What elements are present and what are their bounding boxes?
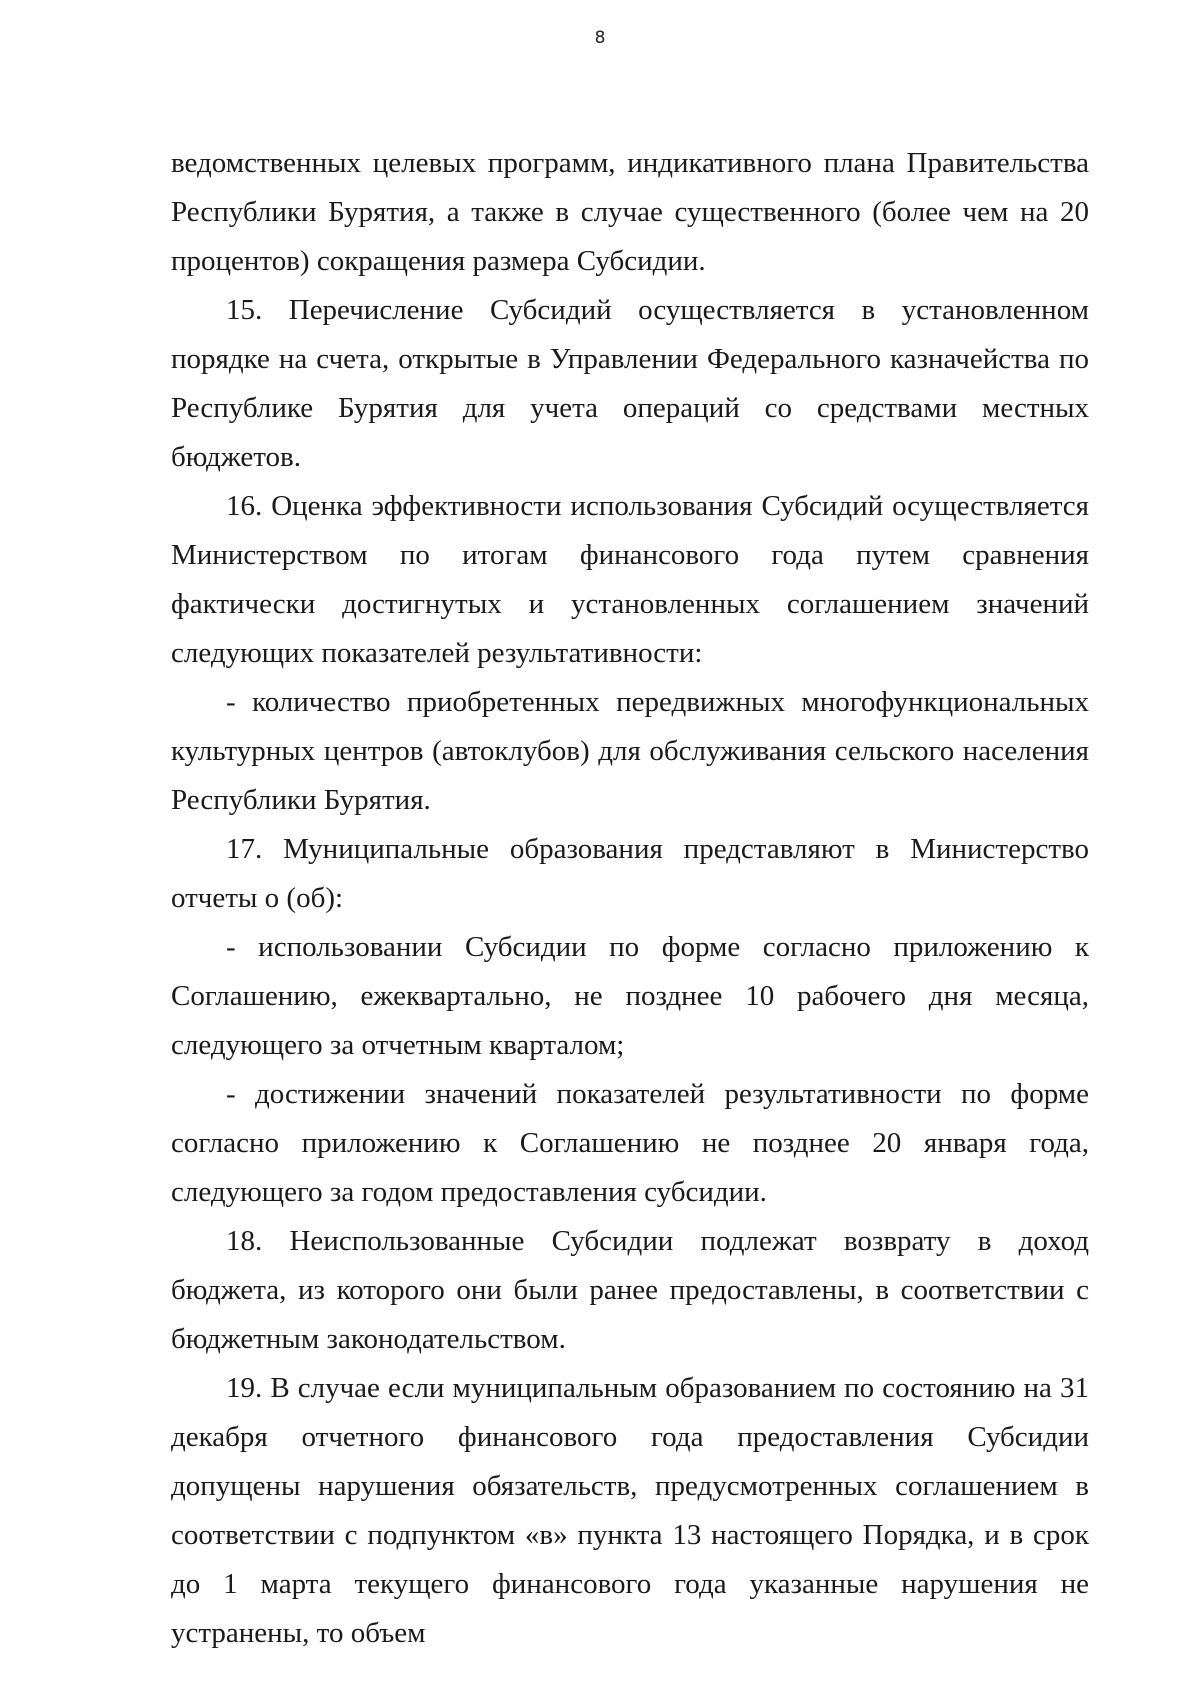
paragraph-item-17: 17. Муниципальные образования представляют в Министерство отчеты о (об): xyxy=(171,833,1089,914)
page-number: 8 xyxy=(594,28,606,48)
paragraph-item-17-report-usage: - использовании Субсидии по форме согласно приложению к Соглашению, ежеквартально, не позднее 10 рабочего дня месяца, следующего за отчетным кварталом; xyxy=(171,931,1089,1061)
paragraph-item-19: 19. В случае если муниципальным образованием по состоянию на 31 декабря отчетного финансового года предоставления Субсидии допущены нарушения обязательств, предусмотренных соглашением в соответствии с подпунктом «в» пункта 13 настоящего Порядка, и в срок до 1 марта текущего финансового года указанные нарушения не устранены, то объем xyxy=(171,1372,1089,1649)
paragraph-item-18: 18. Неиспользованные Субсидии подлежат возврату в доход бюджета, из которого они были ранее предоставлены, в соответствии с бюджетным законодательством. xyxy=(171,1225,1089,1355)
paragraph-item-16-indicator: - количество приобретенных передвижных многофункциональных культурных центров (автоклубов) для обслуживания сельского населения Республики Бурятия. xyxy=(171,686,1089,816)
paragraph-item-16: 16. Оценка эффективности использования Субсидий осуществляется Министерством по итогам финансового года путем сравнения фактически достигнутых и установленных соглашением значений следующих показателей результативности: xyxy=(171,490,1089,669)
paragraph-item-15: 15. Перечисление Субсидий осуществляется в установленном порядке на счета, открытые в Управлении Федерального казначейства по Республике Бурятия для учета операций со средствами местных бюджетов. xyxy=(171,294,1089,473)
document-body xyxy=(171,139,1089,1658)
paragraph-item-17-report-results: - достижении значений показателей результативности по форме согласно приложению к Соглашению не позднее 20 января года, следующего за годом предоставления субсидии. xyxy=(171,1078,1089,1208)
paragraph-continuation: ведомственных целевых программ, индикативного плана Правительства Республики Бурятия, а также в случае существенного (более чем на 20 процентов) сокращения размера Субсидии. xyxy=(171,147,1089,277)
